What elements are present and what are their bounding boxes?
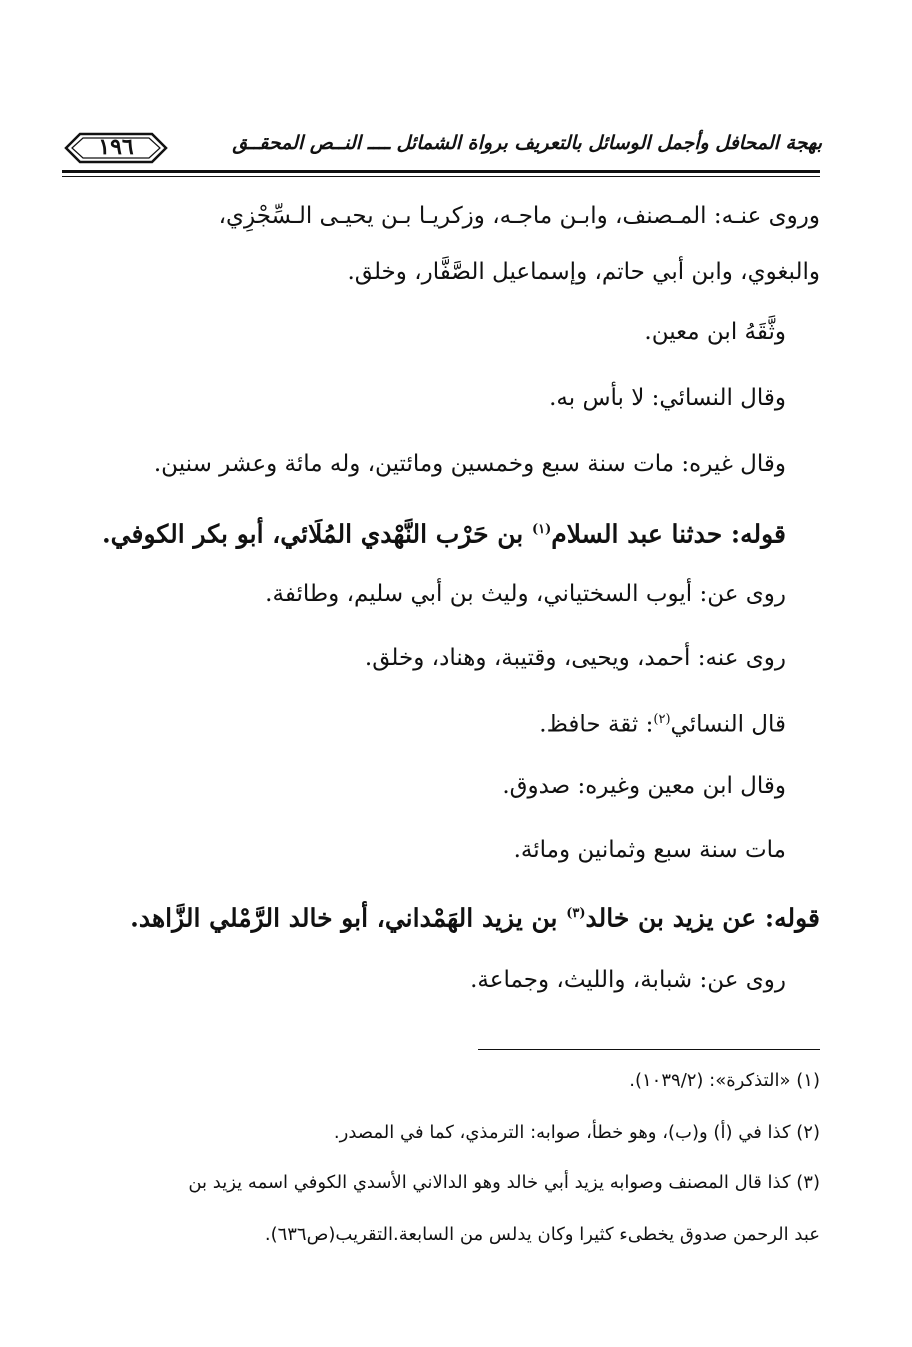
footnote: (١) «التذكرة»: (١٠٣٩/٢). [629, 1070, 820, 1091]
entry-heading-text: بن يزيد الهَمْداني، أبو خالد الرَّمْلي الزَّاهد. [130, 903, 567, 933]
body-line [539, 704, 786, 741]
page-number: ١٩٦ [98, 134, 134, 160]
running-title: بهجة المحافل وأجمل الوسائل بالتعريف برواة الشمائل ــــ النــص المحقــق [232, 132, 822, 154]
footnote: (٣) كذا قال المصنف وصوابه يزيد أبي خالد وهو الدالاني الأسدي الكوفي اسمه يزيد بن [188, 1172, 820, 1193]
body-line: وثَّقَهُ ابن معين. [644, 319, 786, 345]
footnote-divider [478, 1049, 820, 1050]
footnote-marker[interactable]: (٢) [653, 712, 671, 727]
entry-heading [102, 514, 786, 550]
page-header [62, 128, 822, 176]
body-line: وروى عنـه: المـصنف، وابـن ماجـه، وزكريـا بـن يحيـى الـسِّجْزِي، [218, 203, 820, 229]
header-rule-thin [62, 176, 820, 177]
body-line: روى عن: أيوب السختياني، وليث بن أبي سليم، وطائفة. [265, 581, 786, 607]
body-line: روى عنه: أحمد، ويحيى، وقتيبة، وهناد، وخلق. [364, 645, 786, 671]
body-line: مات سنة سبع وثمانين ومائة. [513, 837, 786, 863]
entry-heading-text: قوله: عن يزيد بن خالد [585, 903, 820, 933]
footnote-marker[interactable]: (٣) [566, 906, 586, 921]
entry-heading [130, 898, 820, 934]
body-line: وقال غيره: مات سنة سبع وخمسين ومائتين، وله مائة وعشر سنين. [153, 451, 786, 477]
page-number-frame [62, 128, 170, 168]
body-line: وقال النسائي: لا بأس به. [549, 385, 786, 411]
footnote: عبد الرحمن صدوق يخطىء كثيرا وكان يدلس من السابعة.التقريب(ص٦٣٦). [264, 1224, 820, 1245]
body-line: والبغوي، وابن أبي حاتم، وإسماعيل الصَّفَّار، وخلق. [347, 259, 820, 285]
entry-heading-text: قوله: حدثنا عبد السلام [551, 519, 786, 549]
footnote: (٢) كذا في (أ) و(ب)، وهو خطأ، صوابه: الترمذي، كما في المصدر. [333, 1122, 820, 1143]
header-rule-thick [62, 170, 820, 173]
body-text: قال النسائي [670, 711, 786, 738]
entry-heading-text: بن حَرْب النَّهْدي المُلَائي، أبو بكر الكوفي. [101, 519, 532, 549]
body-line: وقال ابن معين وغيره: صدوق. [502, 773, 786, 799]
body-line: روى عن: شبابة، والليث، وجماعة. [470, 967, 786, 993]
footnote-marker[interactable]: (١) [531, 522, 552, 537]
body-text: : ثقة حافظ. [539, 711, 654, 738]
